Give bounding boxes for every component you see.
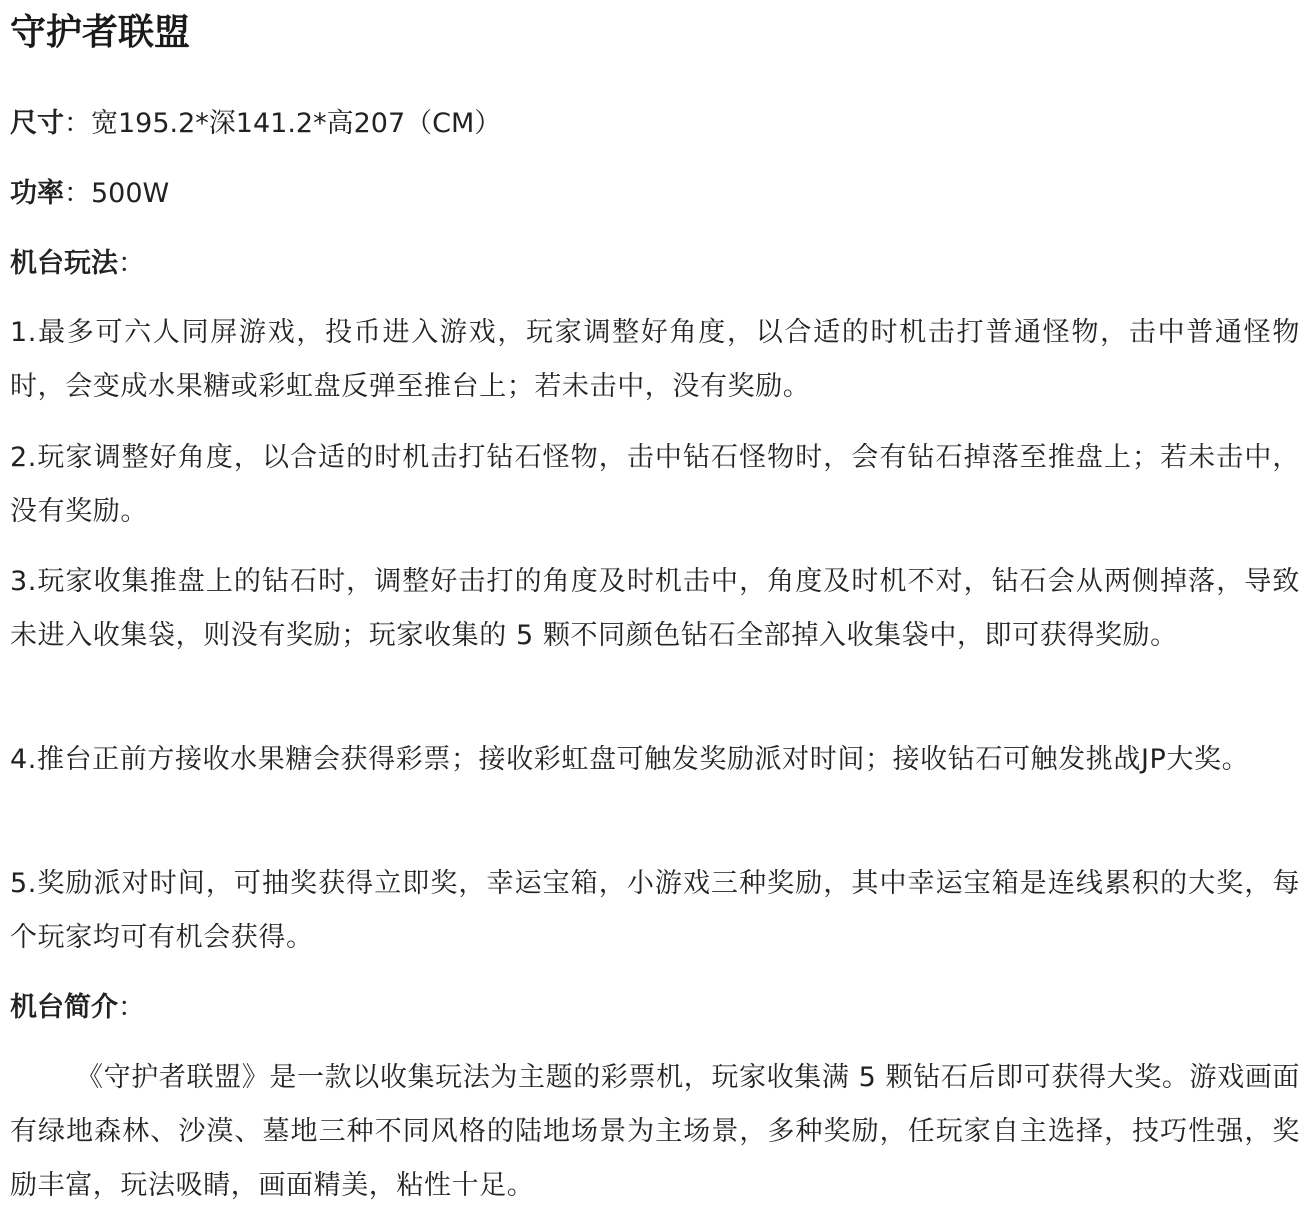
power-label: 功率 xyxy=(10,178,64,209)
spec-size xyxy=(10,104,501,144)
intro-heading xyxy=(10,988,145,1028)
power-value: 500W xyxy=(91,178,170,209)
label-separator: ： xyxy=(118,992,145,1023)
spec-power xyxy=(10,174,169,214)
label-separator: ： xyxy=(64,178,91,209)
gameplay-item-2: 2.玩家调整好角度，以合适的时机击打钻石怪物，击中钻石怪物时，会有钻石掉落至推盘上；若未击中，没有奖励。 xyxy=(10,442,1300,527)
page-title: 守护者联盟 xyxy=(10,12,191,53)
gameplay-heading xyxy=(10,244,145,284)
gameplay-item-4: 4.推台正前方接收水果糖会获得彩票；接收彩虹盘可触发奖励派对时间；接收钻石可触发挑战JP大奖。 xyxy=(10,744,1250,775)
gameplay-item-3: 3.玩家收集推盘上的钻石时，调整好击打的角度及时机击中，角度及时机不对，钻石会从两侧掉落，导致未进入收集袋，则没有奖励；玩家收集的 5 颗不同颜色钻石全部掉入收集袋中，即可获得奖励。 xyxy=(10,566,1300,651)
size-value: 宽195.2*深141.2*高207（CM） xyxy=(91,108,502,139)
gameplay-item-1: 1.最多可六人同屏游戏，投币进入游戏，玩家调整好角度，以合适的时机击打普通怪物，击中普通怪物时，会变成水果糖或彩虹盘反弹至推台上；若未击中，没有奖励。 xyxy=(10,317,1300,402)
intro-heading-label: 机台简介 xyxy=(10,992,118,1023)
intro-text: 《守护者联盟》是一款以收集玩法为主题的彩票机，玩家收集满 5 颗钻石后即可获得大奖。游戏画面有绿地森林、沙漠、墓地三种不同风格的陆地场景为主场景，多种奖励，任玩家自主选择，技巧性强，奖励丰富，玩法吸睛，画面精美，粘性十足。 xyxy=(10,1062,1300,1201)
label-separator: ： xyxy=(64,108,91,139)
gameplay-heading-label: 机台玩法 xyxy=(10,248,118,279)
label-separator: ： xyxy=(118,248,145,279)
size-label: 尺寸 xyxy=(10,108,64,139)
gameplay-item-5: 5.奖励派对时间，可抽奖获得立即奖，幸运宝箱，小游戏三种奖励，其中幸运宝箱是连线累积的大奖，每个玩家均可有机会获得。 xyxy=(10,868,1300,953)
